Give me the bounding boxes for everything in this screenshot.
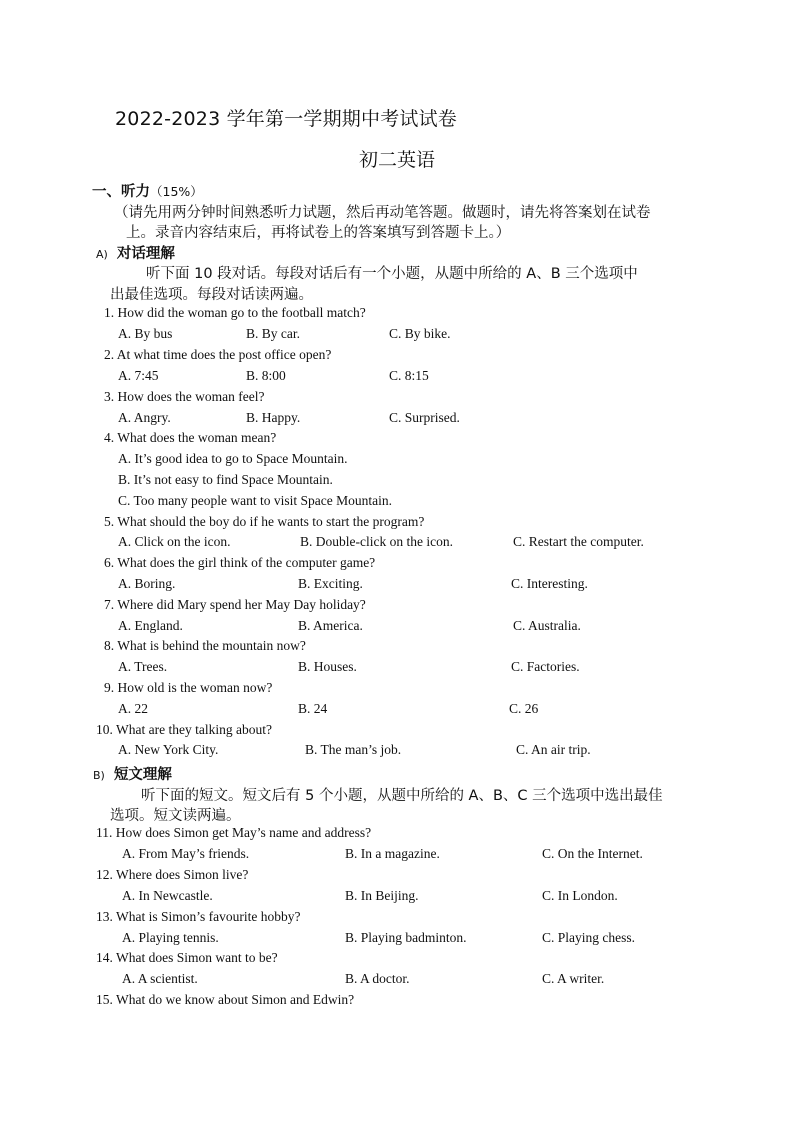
- option-a: A. A scientist.: [122, 971, 198, 986]
- option-c: C. Too many people want to visit Space Mountain.: [118, 493, 393, 508]
- option-a: A. Angry.: [118, 410, 171, 425]
- option-c: C. Restart the computer.: [513, 534, 644, 549]
- section-heading: [92, 180, 203, 201]
- part-a-heading: [96, 242, 175, 263]
- part-a-marker: A): [96, 248, 108, 261]
- option-a: A. Click on the icon.: [118, 534, 231, 549]
- exam-title: 2022-2023 学年第一学期期中考试试卷: [115, 108, 458, 130]
- option-b: B. It’s not easy to find Space Mountain.: [118, 472, 333, 487]
- option-c: C. Australia.: [513, 618, 581, 633]
- question-1: 1. How did the woman go to the football match?: [104, 305, 366, 320]
- part-a-title: 对话理解: [116, 246, 175, 262]
- part-b-heading: [93, 763, 172, 784]
- question-8: 8. What is behind the mountain now?: [104, 638, 306, 653]
- part-b-marker: B): [93, 769, 105, 782]
- question-7: 7. Where did Mary spend her May Day holiday?: [104, 597, 366, 612]
- option-b: B. 24: [298, 701, 328, 716]
- question-10: 10. What are they talking about?: [96, 722, 272, 737]
- exam-subtitle: 初二英语: [358, 149, 435, 171]
- part-a-intro-line-2: 出最佳选项。每段对话读两遍。: [110, 287, 313, 303]
- option-a: A. England.: [118, 618, 183, 633]
- question-13: 13. What is Simon’s favourite hobby?: [96, 909, 301, 924]
- option-b: B. In a magazine.: [345, 846, 440, 861]
- option-c: C. An air trip.: [516, 742, 591, 757]
- option-a: A. Playing tennis.: [122, 930, 219, 945]
- option-c: C. Factories.: [511, 659, 580, 674]
- option-c: C. Interesting.: [511, 576, 588, 591]
- part-b-title: 短文理解: [113, 767, 172, 783]
- option-c: C. By bike.: [389, 326, 451, 341]
- option-b: B. America.: [298, 618, 363, 633]
- question-3: 3. How does the woman feel?: [104, 389, 265, 404]
- question-4: 4. What does the woman mean?: [104, 430, 277, 445]
- option-b: B. A doctor.: [345, 971, 410, 986]
- option-b: B. Happy.: [246, 410, 301, 425]
- option-c: C. On the Internet.: [542, 846, 643, 861]
- option-a: A. It’s good idea to go to Space Mountain.: [118, 451, 348, 466]
- option-b: B. The man’s job.: [305, 742, 402, 757]
- option-a: A. 22: [118, 701, 148, 716]
- instructions-line-1: （请先用两分钟时间熟悉听力试题，然后再动笔答题。做题时，请先将答案划在试卷: [114, 205, 651, 221]
- option-a: A. By bus: [118, 326, 173, 341]
- option-c: C. Surprised.: [389, 410, 460, 425]
- section-title: 一、听力: [92, 184, 150, 200]
- question-11: 11. How does Simon get May’s name and address?: [96, 825, 372, 840]
- option-c: C. 8:15: [389, 368, 429, 383]
- question-2: 2. At what time does the post office open?: [104, 347, 332, 362]
- question-6: 6. What does the girl think of the computer game?: [104, 555, 376, 570]
- option-a: A. From May’s friends.: [122, 846, 250, 861]
- option-b: B. In Beijing.: [345, 888, 419, 903]
- option-a: A. Boring.: [118, 576, 176, 591]
- option-b: B. By car.: [246, 326, 300, 341]
- question-14: 14. What does Simon want to be?: [96, 950, 278, 965]
- option-c: C. Playing chess.: [542, 930, 635, 945]
- option-c: C. 26: [509, 701, 539, 716]
- part-b-intro-line-1: 听下面的短文。短文后有 5 个小题，从题中所给的 A、B、C 三个选项中选出最佳: [141, 788, 663, 804]
- part-a-intro-line-1: 听下面 10 段对话。每段对话后有一个小题，从题中所给的 A、B 三个选项中: [146, 266, 638, 282]
- option-a: A. 7:45: [118, 368, 159, 383]
- question-9: 9. How old is the woman now?: [104, 680, 273, 695]
- option-b: B. Exciting.: [298, 576, 363, 591]
- option-a: A. Trees.: [118, 659, 168, 674]
- instructions-line-2: 上。录音内容结束后，再将试卷上的答案填写到答题卡上。）: [126, 225, 511, 241]
- option-b: B. Double-click on the icon.: [300, 534, 453, 549]
- option-b: B. Houses.: [298, 659, 357, 674]
- option-c: C. In London.: [542, 888, 618, 903]
- option-a: A. In Newcastle.: [122, 888, 213, 903]
- option-c: C. A writer.: [542, 971, 605, 986]
- option-b: B. Playing badminton.: [345, 930, 467, 945]
- question-5: 5. What should the boy do if he wants to start the program?: [104, 514, 425, 529]
- option-b: B. 8:00: [246, 368, 286, 383]
- section-score: （15%）: [150, 184, 203, 199]
- question-12: 12. Where does Simon live?: [96, 867, 249, 882]
- option-a: A. New York City.: [118, 742, 219, 757]
- part-b-intro-line-2: 选项。短文读两遍。: [110, 808, 241, 824]
- question-15: 15. What do we know about Simon and Edwin?: [96, 992, 355, 1007]
